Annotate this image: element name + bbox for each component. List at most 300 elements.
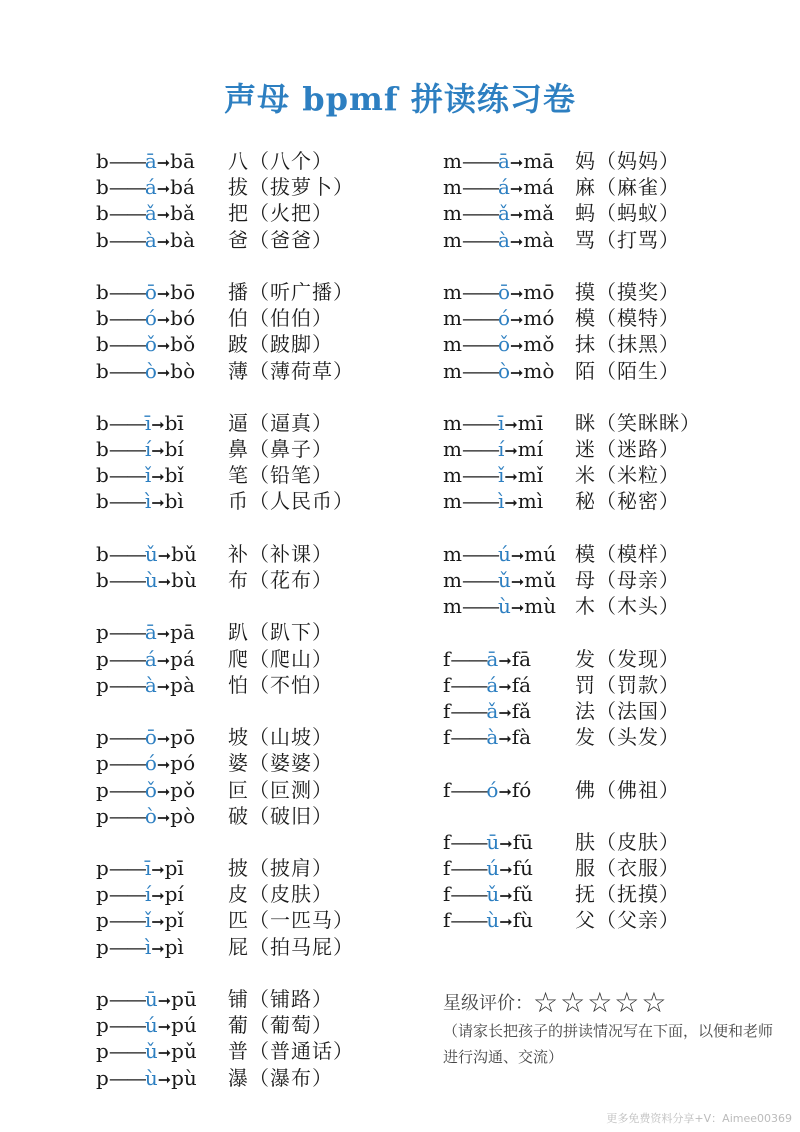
vowel: à bbox=[486, 725, 499, 750]
pinyin-formula bbox=[96, 148, 195, 176]
pinyin-row bbox=[96, 148, 436, 174]
dash: —— bbox=[108, 987, 145, 1011]
pinyin-row bbox=[443, 646, 783, 672]
arrow-icon: ➞ bbox=[498, 781, 512, 801]
initial: b bbox=[96, 279, 109, 304]
pinyin-formula bbox=[96, 986, 197, 1014]
arrow-icon: ➞ bbox=[156, 336, 171, 356]
initial: b bbox=[96, 227, 109, 252]
example-word: （跛脚） bbox=[249, 332, 333, 357]
pinyin-row bbox=[96, 174, 436, 200]
syllable: mō bbox=[523, 279, 555, 304]
hanzi-word bbox=[575, 672, 680, 698]
initial: f bbox=[443, 829, 451, 854]
hanzi-word bbox=[575, 646, 680, 672]
dash: —— bbox=[108, 934, 145, 959]
hanzi-word bbox=[575, 881, 680, 907]
syllable: mǎ bbox=[523, 201, 555, 226]
hanzi-char: 坡 bbox=[228, 725, 249, 750]
syllable: pà bbox=[170, 672, 195, 697]
hanzi-char: 怕 bbox=[228, 672, 249, 697]
example-word: （发现） bbox=[596, 646, 680, 671]
pinyin-formula bbox=[443, 646, 531, 674]
pinyin-row bbox=[96, 986, 436, 1012]
pinyin-formula bbox=[443, 462, 543, 490]
pinyin-formula bbox=[443, 279, 554, 307]
hanzi-char: 八 bbox=[228, 149, 249, 173]
hanzi-word bbox=[575, 777, 680, 803]
hanzi-char: 逼 bbox=[228, 410, 249, 435]
pinyin-row bbox=[443, 698, 783, 724]
hanzi-word bbox=[228, 1012, 333, 1038]
watermark: 更多免费资料分享+V：Aimee00369 bbox=[606, 1112, 792, 1125]
hanzi-char: 发 bbox=[575, 725, 596, 750]
example-word: （听广播） bbox=[249, 279, 354, 304]
dash: —— bbox=[108, 149, 145, 173]
pinyin-row bbox=[443, 200, 783, 226]
example-word: （铺路） bbox=[249, 987, 333, 1011]
pinyin-formula bbox=[443, 698, 531, 726]
initial: b bbox=[96, 149, 109, 173]
pinyin-row bbox=[96, 619, 436, 645]
hanzi-word bbox=[228, 907, 354, 933]
syllable: fó bbox=[511, 777, 532, 802]
syllable: pú bbox=[171, 1013, 197, 1038]
initial: p bbox=[96, 987, 109, 1011]
dash: —— bbox=[108, 1013, 145, 1038]
hanzi-char: 摸 bbox=[575, 279, 596, 304]
star-rating bbox=[443, 986, 669, 1019]
pinyin-row bbox=[443, 593, 783, 619]
hanzi-word bbox=[575, 698, 680, 724]
dash: —— bbox=[108, 620, 145, 645]
arrow-icon: ➞ bbox=[499, 833, 513, 853]
syllable: mù bbox=[524, 594, 557, 619]
pinyin-row bbox=[96, 1038, 436, 1064]
dash: —— bbox=[108, 1039, 145, 1064]
vowel: ì bbox=[144, 934, 152, 959]
hanzi-word bbox=[228, 358, 354, 384]
syllable: bó bbox=[170, 306, 196, 331]
syllable: bá bbox=[170, 175, 195, 200]
pinyin-formula bbox=[443, 436, 543, 464]
hanzi-char: 秘 bbox=[575, 489, 596, 514]
pinyin-formula bbox=[443, 672, 531, 700]
initial: f bbox=[443, 856, 451, 881]
pinyin-formula bbox=[443, 881, 533, 909]
hanzi-char: 麻 bbox=[575, 175, 596, 200]
hanzi-word bbox=[228, 1065, 333, 1091]
pinyin-formula bbox=[443, 567, 556, 595]
initial: p bbox=[96, 672, 109, 697]
example-word: （抚摸） bbox=[596, 882, 680, 907]
arrow-icon: ➞ bbox=[499, 912, 513, 932]
example-word: （叵测） bbox=[249, 777, 333, 802]
initial: p bbox=[96, 934, 109, 959]
initial: f bbox=[443, 777, 451, 802]
dash: —— bbox=[108, 856, 145, 881]
arrow-icon: ➞ bbox=[510, 283, 524, 303]
hanzi-char: 皮 bbox=[228, 882, 249, 907]
example-word: （火把） bbox=[249, 201, 333, 226]
hanzi-word bbox=[575, 358, 680, 384]
initial: m bbox=[443, 149, 462, 173]
syllable: fū bbox=[512, 829, 533, 854]
initial: p bbox=[96, 1013, 109, 1038]
hanzi-word bbox=[228, 803, 333, 829]
group-gap bbox=[96, 698, 436, 724]
group-gap bbox=[96, 384, 436, 410]
hanzi-word bbox=[575, 488, 680, 514]
dash: —— bbox=[108, 463, 145, 488]
example-word: （秘密） bbox=[596, 489, 680, 514]
syllable: fú bbox=[512, 856, 533, 881]
syllable: mǐ bbox=[517, 463, 544, 488]
initial: p bbox=[96, 751, 109, 776]
group-gap bbox=[96, 960, 436, 986]
arrow-icon: ➞ bbox=[510, 598, 525, 618]
star-icons[interactable]: ☆☆☆☆☆ bbox=[533, 986, 669, 1019]
dash: —— bbox=[450, 829, 487, 854]
pinyin-formula bbox=[96, 724, 195, 752]
vowel: í bbox=[497, 437, 505, 462]
vowel: ō bbox=[144, 279, 157, 304]
vowel: ù bbox=[144, 1065, 158, 1090]
dash: —— bbox=[108, 541, 145, 566]
group-gap bbox=[443, 803, 783, 829]
arrow-icon: ➞ bbox=[156, 205, 171, 225]
group-gap bbox=[96, 253, 436, 279]
dash: —— bbox=[450, 725, 487, 750]
hanzi-char: 薄 bbox=[228, 358, 249, 383]
example-word: （鼻子） bbox=[249, 437, 333, 462]
vowel: ǒ bbox=[144, 332, 157, 357]
pinyin-row bbox=[443, 881, 783, 907]
arrow-icon: ➞ bbox=[151, 886, 165, 906]
hanzi-char: 陌 bbox=[575, 358, 596, 383]
hanzi-char: 播 bbox=[228, 279, 249, 304]
example-word: （一匹马） bbox=[249, 908, 354, 933]
syllable: mú bbox=[524, 541, 557, 566]
example-word: （皮肤） bbox=[596, 829, 680, 854]
example-word: （模样） bbox=[596, 541, 680, 566]
syllable: bò bbox=[170, 358, 196, 383]
dash: —— bbox=[108, 751, 145, 776]
pinyin-row bbox=[443, 567, 783, 593]
arrow-icon: ➞ bbox=[156, 283, 171, 303]
pinyin-row bbox=[443, 410, 783, 436]
pinyin-row bbox=[443, 829, 783, 855]
vowel: ǒ bbox=[497, 332, 511, 357]
dash: —— bbox=[450, 777, 487, 802]
hanzi-word bbox=[228, 750, 333, 776]
arrow-icon: ➞ bbox=[156, 624, 171, 644]
hanzi-char: 笔 bbox=[228, 463, 249, 488]
hanzi-char: 跛 bbox=[228, 332, 249, 357]
example-word: （抹黑） bbox=[596, 332, 680, 357]
hanzi-word bbox=[575, 305, 680, 331]
hanzi-char: 拔 bbox=[228, 175, 249, 200]
vowel: ó bbox=[486, 777, 499, 802]
dash: —— bbox=[108, 882, 145, 907]
pinyin-row bbox=[96, 907, 436, 933]
example-word: （笑眯眯） bbox=[596, 410, 701, 435]
dash: —— bbox=[461, 410, 498, 435]
dash: —— bbox=[108, 358, 145, 383]
pinyin-row bbox=[96, 358, 436, 384]
initial: p bbox=[96, 620, 109, 645]
pinyin-formula bbox=[443, 227, 554, 255]
example-word: （薄荷草） bbox=[249, 358, 354, 383]
arrow-icon: ➞ bbox=[498, 729, 512, 749]
pinyin-row bbox=[443, 305, 783, 331]
syllable: bǐ bbox=[164, 463, 184, 488]
syllable: pá bbox=[170, 646, 195, 671]
pinyin-row bbox=[96, 305, 436, 331]
hanzi-char: 破 bbox=[228, 803, 249, 828]
syllable: bī bbox=[164, 410, 184, 435]
example-word: （婆婆） bbox=[249, 751, 333, 776]
hanzi-word bbox=[575, 593, 680, 619]
hanzi-word bbox=[228, 567, 333, 593]
pinyin-row bbox=[443, 174, 783, 200]
initial: m bbox=[443, 437, 462, 462]
arrow-icon: ➞ bbox=[498, 702, 512, 722]
arrow-icon: ➞ bbox=[510, 310, 524, 330]
syllable: pǐ bbox=[164, 908, 184, 933]
hanzi-word bbox=[228, 619, 333, 645]
arrow-icon: ➞ bbox=[156, 153, 171, 172]
syllable: mī bbox=[517, 410, 544, 435]
syllable: pā bbox=[170, 620, 195, 645]
pinyin-formula bbox=[96, 200, 195, 228]
initial: p bbox=[96, 646, 109, 671]
initial: m bbox=[443, 463, 462, 488]
vowel: ā bbox=[144, 149, 157, 173]
hanzi-char: 肤 bbox=[575, 829, 596, 854]
vowel: ú bbox=[144, 1013, 158, 1038]
pinyin-row bbox=[96, 881, 436, 907]
pinyin-formula bbox=[96, 672, 195, 700]
hanzi-char: 抚 bbox=[575, 882, 596, 907]
pinyin-formula bbox=[96, 279, 195, 307]
syllable: bí bbox=[164, 437, 184, 462]
pinyin-row bbox=[443, 541, 783, 567]
hanzi-char: 补 bbox=[228, 541, 249, 566]
arrow-icon: ➞ bbox=[498, 676, 512, 696]
page-title: 声母 bpmf 拼读练习卷 bbox=[224, 80, 576, 118]
dash: —— bbox=[450, 882, 487, 907]
vowel: ù bbox=[144, 568, 158, 592]
dash: —— bbox=[461, 489, 498, 514]
arrow-icon: ➞ bbox=[157, 1017, 172, 1037]
syllable: pō bbox=[170, 725, 196, 750]
pinyin-formula bbox=[96, 1038, 197, 1066]
hanzi-word bbox=[228, 174, 354, 200]
pinyin-formula bbox=[96, 934, 184, 962]
vowel: à bbox=[144, 672, 157, 697]
hanzi-word bbox=[228, 462, 333, 488]
pinyin-formula bbox=[443, 855, 533, 883]
initial: b bbox=[96, 541, 109, 566]
pinyin-row bbox=[96, 436, 436, 462]
pinyin-formula bbox=[96, 488, 184, 516]
initial: m bbox=[443, 594, 462, 619]
group-gap bbox=[443, 750, 783, 776]
dash: —— bbox=[108, 489, 145, 514]
pinyin-row bbox=[96, 777, 436, 803]
vowel: í bbox=[144, 882, 152, 907]
example-word: （破旧） bbox=[249, 803, 333, 828]
pinyin-formula bbox=[443, 331, 554, 359]
pinyin-row bbox=[96, 646, 436, 672]
vowel: ā bbox=[486, 646, 499, 671]
pinyin-row bbox=[96, 750, 436, 776]
hanzi-char: 爬 bbox=[228, 646, 249, 671]
pinyin-formula bbox=[443, 200, 554, 228]
hanzi-char: 婆 bbox=[228, 751, 249, 776]
pinyin-formula bbox=[443, 174, 554, 202]
vowel: ú bbox=[497, 541, 511, 566]
initial: b bbox=[96, 358, 109, 383]
dash: —— bbox=[108, 306, 145, 331]
vowel: ó bbox=[144, 751, 157, 776]
arrow-icon: ➞ bbox=[504, 441, 518, 461]
hanzi-word bbox=[228, 855, 333, 881]
pinyin-formula bbox=[96, 436, 184, 464]
example-word: （人民币） bbox=[249, 489, 354, 514]
initial: p bbox=[96, 908, 109, 933]
arrow-icon: ➞ bbox=[151, 441, 165, 461]
vowel: ī bbox=[144, 410, 152, 435]
hanzi-word bbox=[228, 279, 354, 305]
initial: b bbox=[96, 410, 109, 435]
pinyin-formula bbox=[443, 148, 554, 176]
example-word: （爬山） bbox=[249, 646, 333, 671]
example-word: （八个） bbox=[249, 149, 333, 173]
hanzi-char: 披 bbox=[228, 856, 249, 881]
hanzi-word bbox=[575, 829, 680, 855]
hanzi-char: 把 bbox=[228, 201, 249, 226]
hanzi-char: 迷 bbox=[575, 437, 596, 462]
pinyin-formula bbox=[96, 541, 197, 569]
example-word: （罚款） bbox=[596, 672, 680, 697]
hanzi-char: 瀑 bbox=[228, 1065, 249, 1090]
arrow-icon: ➞ bbox=[156, 231, 171, 251]
example-word: （普通话） bbox=[249, 1039, 354, 1064]
pinyin-row bbox=[443, 672, 783, 698]
vowel: ō bbox=[144, 725, 157, 750]
hanzi-char: 铺 bbox=[228, 987, 249, 1011]
syllable: bì bbox=[164, 489, 184, 514]
initial: b bbox=[96, 306, 109, 331]
pinyin-formula bbox=[443, 724, 531, 752]
example-word: （佛祖） bbox=[596, 777, 680, 802]
syllable: fǎ bbox=[511, 698, 532, 723]
group-gap bbox=[443, 253, 783, 279]
pinyin-formula bbox=[443, 777, 531, 805]
initial: m bbox=[443, 306, 462, 331]
pinyin-row bbox=[443, 488, 783, 514]
pinyin-row bbox=[96, 724, 436, 750]
hanzi-char: 布 bbox=[228, 568, 249, 592]
vowel: ò bbox=[497, 358, 511, 383]
pinyin-formula bbox=[96, 1012, 197, 1040]
dash: —— bbox=[450, 672, 487, 697]
initial: m bbox=[443, 201, 462, 226]
arrow-icon: ➞ bbox=[157, 1043, 172, 1063]
dash: —— bbox=[461, 201, 498, 226]
initial: m bbox=[443, 410, 462, 435]
example-word: （衣服） bbox=[596, 856, 680, 881]
pinyin-formula bbox=[96, 174, 195, 202]
dash: —— bbox=[461, 594, 498, 619]
initial: m bbox=[443, 332, 462, 357]
arrow-icon: ➞ bbox=[510, 336, 524, 356]
vowel: à bbox=[144, 227, 157, 252]
hanzi-char: 罚 bbox=[575, 672, 596, 697]
hanzi-word bbox=[228, 200, 333, 226]
initial: f bbox=[443, 672, 451, 697]
dash: —— bbox=[108, 410, 145, 435]
arrow-icon: ➞ bbox=[156, 676, 171, 696]
dash: —— bbox=[461, 437, 498, 462]
vowel: ǔ bbox=[144, 1039, 158, 1064]
initial: p bbox=[96, 1039, 109, 1064]
hanzi-word bbox=[228, 331, 333, 357]
example-word: （模特） bbox=[596, 306, 680, 331]
example-word: （趴下） bbox=[249, 620, 333, 645]
initial: f bbox=[443, 698, 451, 723]
hanzi-char: 趴 bbox=[228, 620, 249, 645]
dash: —— bbox=[461, 463, 498, 488]
hanzi-char: 抹 bbox=[575, 332, 596, 357]
pinyin-formula bbox=[96, 750, 195, 778]
vowel: ī bbox=[144, 856, 152, 881]
syllable: bǔ bbox=[171, 541, 197, 566]
parent-note: （请家长把孩子的拼读情况写在下面，以便和老师进行沟通、交流） bbox=[443, 1022, 774, 1066]
dash: —— bbox=[108, 777, 145, 802]
rating-label: 星级评价： bbox=[443, 993, 533, 1014]
syllable: fù bbox=[512, 908, 533, 933]
vowel: ù bbox=[497, 594, 511, 619]
pinyin-row bbox=[443, 436, 783, 462]
dash: —— bbox=[450, 856, 487, 881]
hanzi-char: 佛 bbox=[575, 777, 596, 802]
initial: p bbox=[96, 882, 109, 907]
syllable: bā bbox=[170, 149, 195, 173]
initial: b bbox=[96, 201, 109, 226]
arrow-icon: ➞ bbox=[151, 493, 165, 513]
dash: —— bbox=[461, 568, 498, 592]
initial: m bbox=[443, 358, 462, 383]
example-word: （拔萝卜） bbox=[249, 175, 354, 200]
vowel: ǐ bbox=[144, 463, 152, 488]
hanzi-char: 伯 bbox=[228, 306, 249, 331]
arrow-icon: ➞ bbox=[151, 912, 165, 932]
pinyin-formula bbox=[96, 646, 195, 674]
hanzi-char: 币 bbox=[228, 489, 249, 514]
pinyin-formula bbox=[96, 358, 195, 386]
pinyin-row bbox=[96, 1065, 436, 1091]
left-column bbox=[96, 148, 436, 1091]
pinyin-row bbox=[96, 331, 436, 357]
dash: —— bbox=[108, 437, 145, 462]
dash: —— bbox=[108, 646, 145, 671]
hanzi-char: 普 bbox=[228, 1039, 249, 1064]
initial: f bbox=[443, 646, 451, 671]
hanzi-word bbox=[575, 436, 680, 462]
